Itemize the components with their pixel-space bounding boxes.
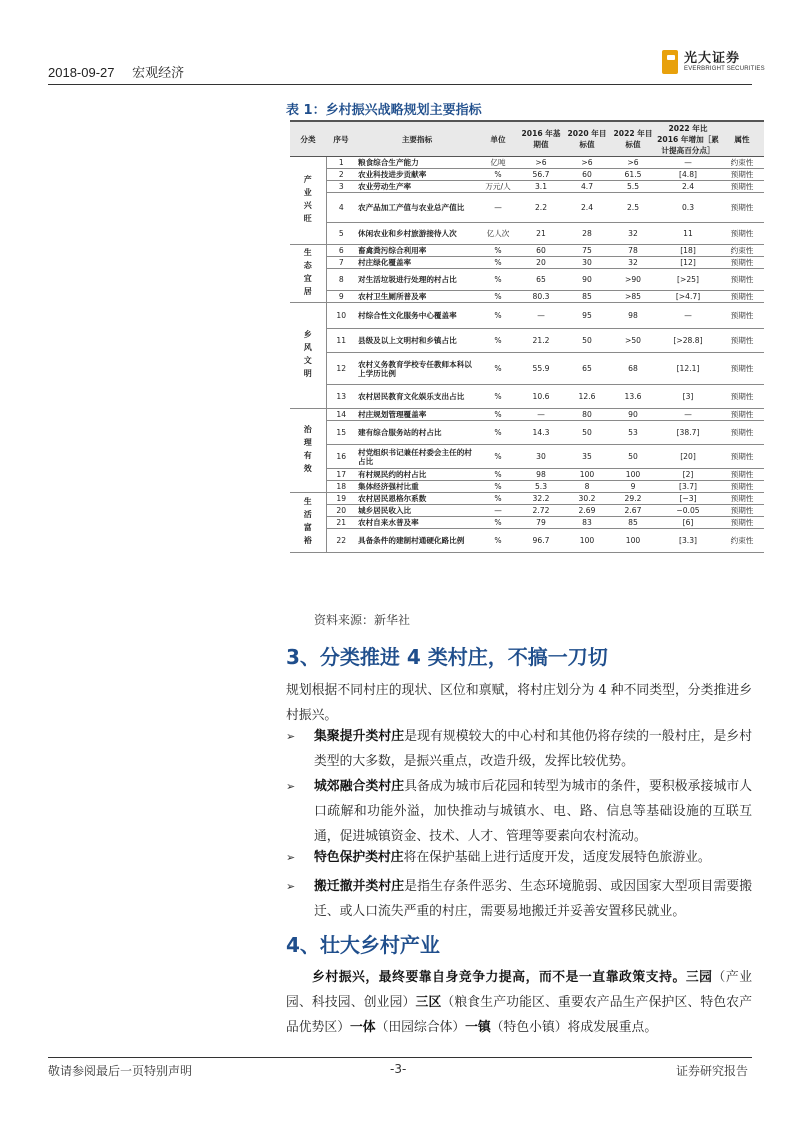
table-cell-v2022: 100 — [610, 469, 656, 481]
table-cell-v2016: 2.2 — [518, 193, 564, 223]
table-row — [290, 493, 764, 505]
table-cell-attr: 预期性 — [720, 409, 764, 421]
table-cell-no: 19 — [326, 493, 356, 505]
table-row — [290, 469, 764, 481]
table-cell-no: 20 — [326, 505, 356, 517]
table-cell-v2020: 90 — [564, 269, 610, 291]
table-cell-unit: % — [478, 409, 518, 421]
table-cell-attr: 预期性 — [720, 269, 764, 291]
table-cell-attr: 预期性 — [720, 481, 764, 493]
table-cell-v2016: 56.7 — [518, 169, 564, 181]
table-cell-name: 农村义务教育学校专任教师本科以上学历比例 — [356, 353, 478, 385]
table-cell-name: 对生活垃圾进行处理的村占比 — [356, 269, 478, 291]
table-cell-v2022: 90 — [610, 409, 656, 421]
table-cell-attr: 预期性 — [720, 353, 764, 385]
table-cell-v2020: >6 — [564, 157, 610, 169]
table-cell-v2022: 100 — [610, 529, 656, 553]
table-cell-attr: 预期性 — [720, 505, 764, 517]
table-cell-inc: — — [656, 157, 720, 169]
table-cell-name: 集体经济强村比重 — [356, 481, 478, 493]
table-cell-v2022: 13.6 — [610, 385, 656, 409]
table-cell-v2022: 5.5 — [610, 181, 656, 193]
category-cell: 生态宜居 — [290, 245, 326, 303]
table-cell-v2020: 4.7 — [564, 181, 610, 193]
footer-disclaimer: 敬请参阅最后一页特别声明 — [48, 1064, 193, 1078]
table-cell-v2016: 96.7 — [518, 529, 564, 553]
table-cell-v2020: 2.69 — [564, 505, 610, 517]
col-header: 分类 — [290, 121, 326, 157]
report-category: 宏观经济 — [132, 65, 185, 80]
table-cell-no: 7 — [326, 257, 356, 269]
body-text: （田园综合体） — [375, 1020, 466, 1035]
table-cell-v2016: 98 — [518, 469, 564, 481]
company-logo — [662, 50, 765, 74]
table-cell-unit: — — [478, 193, 518, 223]
table-cell-no: 11 — [326, 329, 356, 353]
table-cell-unit: % — [478, 421, 518, 445]
table-row — [290, 353, 764, 385]
table-cell-name: 农业科技进步贡献率 — [356, 169, 478, 181]
table-cell-inc: 0.3 — [656, 193, 720, 223]
table-cell-unit: % — [478, 303, 518, 329]
table-cell-v2022: 29.2 — [610, 493, 656, 505]
table-cell-inc: [>25] — [656, 269, 720, 291]
bold-text: 乡村振兴，最终要靠自身竞争力提高，而不是一直靠政策支持。 — [312, 970, 686, 985]
bullet-arrow-icon: ➢ — [286, 780, 296, 793]
table-cell-attr: 预期性 — [720, 169, 764, 181]
table-cell-v2020: 60 — [564, 169, 610, 181]
table-cell-v2022: >85 — [610, 291, 656, 303]
table-cell-v2016: >6 — [518, 157, 564, 169]
table-cell-v2016: 65 — [518, 269, 564, 291]
bold-text: 一镇 — [465, 1020, 491, 1035]
table-cell-name: 畜禽粪污综合利用率 — [356, 245, 478, 257]
table-row — [290, 385, 764, 409]
table-cell-v2016: — — [518, 303, 564, 329]
table-cell-no: 8 — [326, 269, 356, 291]
table-cell-unit: % — [478, 269, 518, 291]
bullet-term: 特色保护类村庄 — [314, 850, 404, 865]
table-cell-v2022: 2.5 — [610, 193, 656, 223]
table-row — [290, 181, 764, 193]
category-cell: 生活富裕 — [290, 493, 326, 553]
page-header — [48, 62, 198, 81]
table-cell-name: 县级及以上文明村和乡镇占比 — [356, 329, 478, 353]
logo-mark-icon — [662, 50, 678, 74]
table-cell-v2016: 60 — [518, 245, 564, 257]
table-cell-name: 农村自来水普及率 — [356, 517, 478, 529]
table-cell-no: 22 — [326, 529, 356, 553]
table-cell-unit: % — [478, 245, 518, 257]
bullet-arrow-icon: ➢ — [286, 730, 296, 743]
table-cell-v2022: 32 — [610, 223, 656, 245]
table-cell-v2016: 30 — [518, 445, 564, 469]
bold-text: 一体 — [349, 1020, 376, 1035]
table-cell-inc: [2] — [656, 469, 720, 481]
table-cell-v2020: 100 — [564, 529, 610, 553]
table-cell-inc: [20] — [656, 445, 720, 469]
table-cell-inc: [38.7] — [656, 421, 720, 445]
table-row — [290, 269, 764, 291]
table-cell-attr: 预期性 — [720, 291, 764, 303]
body-text: （粮食生产功能区、重要农产品生产保护区、特色农产品优势区） — [286, 995, 753, 1035]
table-cell-unit: % — [478, 353, 518, 385]
table-cell-attr: 预期性 — [720, 329, 764, 353]
bullet-text: 是指生存条件恶劣、生态环境脆弱、或因国家大型项目需要搬迁、或人口流失严重的村庄，需要易地搬迁并妥善安置移民就业。 — [314, 879, 753, 919]
table-cell-inc: [−3] — [656, 493, 720, 505]
footer-divider — [48, 1057, 752, 1058]
table-cell-v2020: 50 — [564, 329, 610, 353]
table-cell-inc: −0.05 — [656, 505, 720, 517]
table-cell-no: 14 — [326, 409, 356, 421]
table-cell-v2016: 20 — [518, 257, 564, 269]
table-cell-attr: 约束性 — [720, 529, 764, 553]
table-cell-v2022: 61.5 — [610, 169, 656, 181]
table-cell-inc: [12.1] — [656, 353, 720, 385]
col-header: 单位 — [478, 121, 518, 157]
table-cell-v2016: — — [518, 409, 564, 421]
table-cell-v2022: >50 — [610, 329, 656, 353]
table-row — [290, 245, 764, 257]
table-header-row — [290, 121, 764, 157]
table-cell-inc: 2.4 — [656, 181, 720, 193]
report-date: 2018-09-27 — [48, 65, 115, 80]
table-cell-v2020: 95 — [564, 303, 610, 329]
table-cell-v2022: 9 — [610, 481, 656, 493]
col-header: 主要指标 — [356, 121, 478, 157]
section-3-intro: 规划根据不同村庄的现状、区位和禀赋，将村庄划分为 4 种不同类型，分类推进乡村振兴。 — [286, 683, 752, 723]
section-4-paragraph — [286, 965, 752, 1040]
table-cell-attr: 预期性 — [720, 303, 764, 329]
table-cell-unit: 万元/人 — [478, 181, 518, 193]
table-cell-v2020: 85 — [564, 291, 610, 303]
table-row — [290, 291, 764, 303]
page-number: -3- — [390, 1062, 407, 1076]
table-cell-v2022: 50 — [610, 445, 656, 469]
table-cell-v2016: 55.9 — [518, 353, 564, 385]
table-cell-inc: — — [656, 409, 720, 421]
table-cell-v2022: 85 — [610, 517, 656, 529]
table-cell-v2016: 14.3 — [518, 421, 564, 445]
table-cell-name: 村庄绿化覆盖率 — [356, 257, 478, 269]
table-cell-attr: 预期性 — [720, 223, 764, 245]
table-cell-inc: [12] — [656, 257, 720, 269]
table-row — [290, 529, 764, 553]
section-4-heading: 4、壮大乡村产业 — [286, 933, 440, 957]
table-cell-unit: % — [478, 329, 518, 353]
table-cell-no: 9 — [326, 291, 356, 303]
bullet-item — [286, 845, 752, 870]
table-cell-v2016: 79 — [518, 517, 564, 529]
table-cell-v2022: 2.67 — [610, 505, 656, 517]
table-cell-inc: [3.3] — [656, 529, 720, 553]
table-cell-inc: [4.8] — [656, 169, 720, 181]
table-cell-attr: 预期性 — [720, 469, 764, 481]
table-cell-v2016: 2.72 — [518, 505, 564, 517]
table-cell-no: 21 — [326, 517, 356, 529]
table-row — [290, 257, 764, 269]
table-cell-v2020: 2.4 — [564, 193, 610, 223]
table-row — [290, 505, 764, 517]
bullet-text: 具备成为城市后花园和转型为城市的条件，要积极承接城市人口疏解和功能外溢，加快推动与城镇水、电、路、信息等基础设施的互联互通，促进城镇资金、技术、人才、管理等要素向农村流动。 — [314, 779, 753, 844]
category-cell: 治理有效 — [290, 409, 326, 493]
table-cell-attr: 约束性 — [720, 245, 764, 257]
col-header: 属性 — [720, 121, 764, 157]
bold-text: 三区 — [415, 995, 442, 1010]
table-cell-attr: 预期性 — [720, 385, 764, 409]
table-cell-no: 17 — [326, 469, 356, 481]
table-cell-v2020: 30 — [564, 257, 610, 269]
table-row — [290, 223, 764, 245]
table-cell-name: 农业劳动生产率 — [356, 181, 478, 193]
col-header: 2016 年基期值 — [518, 121, 564, 157]
table-cell-v2020: 80 — [564, 409, 610, 421]
table-cell-inc: — — [656, 303, 720, 329]
bullet-arrow-icon: ➢ — [286, 851, 296, 864]
table-cell-no: 3 — [326, 181, 356, 193]
table-cell-no: 15 — [326, 421, 356, 445]
col-header: 2022 年目标值 — [610, 121, 656, 157]
footer-report-type: 证券研究报告 — [676, 1064, 749, 1078]
table-cell-v2020: 83 — [564, 517, 610, 529]
bullet-text: 是现有规模较大的中心村和其他仍将存续的一般村庄，是乡村类型的大多数，是振兴重点，改造升级，发挥比较优势。 — [314, 729, 753, 769]
table-cell-v2020: 8 — [564, 481, 610, 493]
table-cell-inc: [6] — [656, 517, 720, 529]
table-cell-inc: 11 — [656, 223, 720, 245]
table-cell-no: 5 — [326, 223, 356, 245]
table-cell-v2020: 50 — [564, 421, 610, 445]
table-cell-unit: 亿吨 — [478, 157, 518, 169]
table-cell-unit: % — [478, 385, 518, 409]
table-row — [290, 303, 764, 329]
table-cell-v2016: 32.2 — [518, 493, 564, 505]
table-cell-no: 16 — [326, 445, 356, 469]
table-cell-unit: % — [478, 529, 518, 553]
table-cell-unit: % — [478, 169, 518, 181]
table-cell-unit: % — [478, 291, 518, 303]
table-row — [290, 409, 764, 421]
table-cell-no: 6 — [326, 245, 356, 257]
table-cell-v2022: 68 — [610, 353, 656, 385]
table-cell-inc: [>4.7] — [656, 291, 720, 303]
table-row — [290, 445, 764, 469]
table-cell-no: 12 — [326, 353, 356, 385]
table-cell-inc: [3.7] — [656, 481, 720, 493]
table-cell-name: 城乡居民收入比 — [356, 505, 478, 517]
table-cell-v2022: 98 — [610, 303, 656, 329]
table-cell-inc: [18] — [656, 245, 720, 257]
table-cell-no: 2 — [326, 169, 356, 181]
table-cell-v2020: 65 — [564, 353, 610, 385]
table-cell-v2022: 32 — [610, 257, 656, 269]
table-cell-no: 18 — [326, 481, 356, 493]
table-cell-name: 休闲农业和乡村旅游接待人次 — [356, 223, 478, 245]
table-cell-unit: % — [478, 493, 518, 505]
col-header: 2020 年目标值 — [564, 121, 610, 157]
table-caption: 表 1：乡村振兴战略规划主要指标 — [286, 103, 482, 118]
table-cell-attr: 预期性 — [720, 181, 764, 193]
table-cell-attr: 约束性 — [720, 157, 764, 169]
table-cell-v2022: 78 — [610, 245, 656, 257]
table-row — [290, 517, 764, 529]
table-cell-v2020: 35 — [564, 445, 610, 469]
table-cell-name: 建有综合服务站的村占比 — [356, 421, 478, 445]
table-cell-v2020: 100 — [564, 469, 610, 481]
bullet-term: 搬迁撤并类村庄 — [314, 879, 405, 894]
table-cell-name: 农村卫生厕所普及率 — [356, 291, 478, 303]
table-cell-unit: 亿人次 — [478, 223, 518, 245]
body-text: （特色小镇）将成发展重点。 — [490, 1020, 658, 1035]
table-cell-no: 4 — [326, 193, 356, 223]
bullet-item — [286, 774, 752, 849]
table-cell-v2016: 3.1 — [518, 181, 564, 193]
table-row — [290, 329, 764, 353]
table-cell-v2016: 21.2 — [518, 329, 564, 353]
body-text: （产业园、科技园、创业园） — [286, 970, 753, 1010]
table-row — [290, 157, 764, 169]
table-cell-v2020: 30.2 — [564, 493, 610, 505]
table-cell-name: 有村规民约的村占比 — [356, 469, 478, 481]
table-cell-v2016: 10.6 — [518, 385, 564, 409]
bullet-text: 将在保护基础上进行适度开发，适度发展特色旅游业。 — [403, 850, 711, 865]
table-cell-attr: 预期性 — [720, 445, 764, 469]
table-cell-name: 农产品加工产值与农业总产值比 — [356, 193, 478, 223]
header-divider — [48, 84, 752, 85]
table-cell-v2020: 28 — [564, 223, 610, 245]
table-source: 资料来源：新华社 — [314, 613, 411, 627]
table-cell-name: 村庄规划管理覆盖率 — [356, 409, 478, 421]
table-cell-unit: % — [478, 257, 518, 269]
table-cell-no: 13 — [326, 385, 356, 409]
table-cell-name: 农村居民恩格尔系数 — [356, 493, 478, 505]
indicator-table — [290, 120, 764, 553]
table-cell-attr: 预期性 — [720, 493, 764, 505]
table-cell-v2020: 75 — [564, 245, 610, 257]
table-row — [290, 169, 764, 181]
table-cell-name: 村综合性文化服务中心覆盖率 — [356, 303, 478, 329]
category-cell: 产业兴旺 — [290, 157, 326, 245]
table-cell-unit: % — [478, 469, 518, 481]
table-cell-v2020: 12.6 — [564, 385, 610, 409]
section-3-heading: 3、分类推进 4 类村庄，不搞一刀切 — [286, 645, 608, 669]
table-cell-unit: % — [478, 445, 518, 469]
table-cell-no: 10 — [326, 303, 356, 329]
table-cell-unit: % — [478, 481, 518, 493]
table-cell-unit: % — [478, 517, 518, 529]
table-row — [290, 481, 764, 493]
logo-english: EVERBRIGHT SECURITIES — [684, 66, 765, 72]
table-row — [290, 193, 764, 223]
table-cell-v2022: >6 — [610, 157, 656, 169]
table-cell-attr: 预期性 — [720, 257, 764, 269]
table-cell-unit: — — [478, 505, 518, 517]
table-cell-attr: 预期性 — [720, 517, 764, 529]
bullet-arrow-icon: ➢ — [286, 880, 296, 893]
table-cell-v2022: >90 — [610, 269, 656, 291]
table-cell-name: 具备条件的建制村通硬化路比例 — [356, 529, 478, 553]
category-cell: 乡风文明 — [290, 303, 326, 409]
bullet-item — [286, 724, 752, 774]
table-cell-no: 1 — [326, 157, 356, 169]
bold-text: 三园 — [685, 970, 713, 985]
table-cell-attr: 预期性 — [720, 421, 764, 445]
table-cell-inc: [>28.8] — [656, 329, 720, 353]
logo-name: 光大证券 — [684, 51, 741, 66]
bullet-term: 城郊融合类村庄 — [314, 779, 405, 794]
col-header: 序号 — [326, 121, 356, 157]
table-cell-v2016: 80.3 — [518, 291, 564, 303]
table-cell-inc: [3] — [656, 385, 720, 409]
table-cell-name: 村党组织书记兼任村委会主任的村占比 — [356, 445, 478, 469]
table-cell-name: 粮食综合生产能力 — [356, 157, 478, 169]
table-row — [290, 421, 764, 445]
bullet-item — [286, 874, 752, 924]
table-cell-attr: 预期性 — [720, 193, 764, 223]
table-cell-v2016: 21 — [518, 223, 564, 245]
table-cell-v2022: 53 — [610, 421, 656, 445]
table-cell-name: 农村居民教育文化娱乐支出占比 — [356, 385, 478, 409]
bullet-term: 集聚提升类村庄 — [314, 729, 405, 744]
table-cell-v2016: 5.3 — [518, 481, 564, 493]
col-header: 2022 年比 2016 年增加［累计提高百分点］ — [656, 121, 720, 157]
